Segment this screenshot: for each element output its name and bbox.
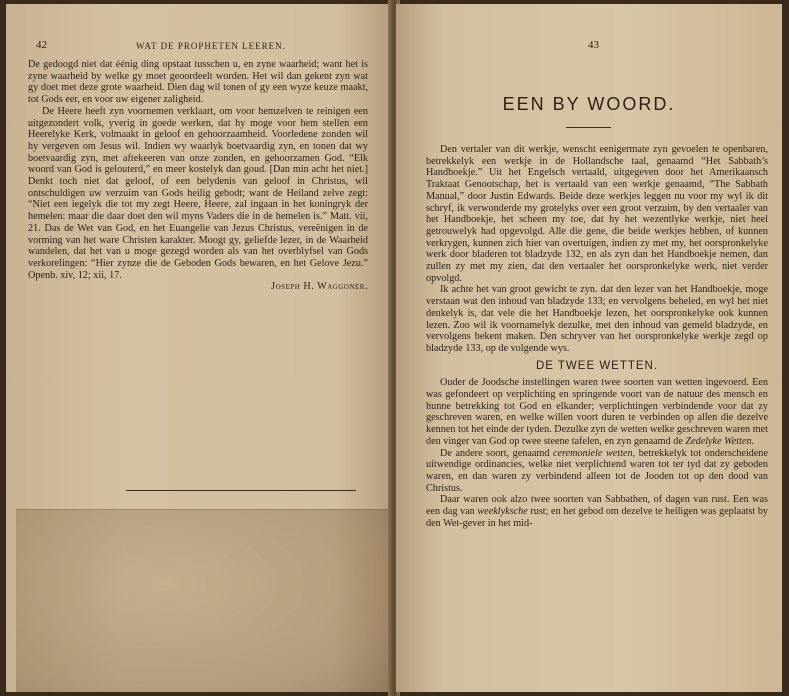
running-head: WAT DE PROPHETEN LEEREN. xyxy=(136,41,286,51)
left-paragraph-1: De gedoogd niet dat éénig ding opstaat tusschen u, en zyne waarheid; want het is zyne waarheid by welke gy moet geoordeelt worden. Het wil dan gekent zyn wat gy doet met deze grote waarheid. Dien dag wil tonen of gy een wyze keuze maakt, tot Gods eer, en voor uw eigener zaligheid. xyxy=(28,59,368,106)
section-paragraph-1-text: Ouder de Joodsche instellingen waren twee soorten van wetten ingevoerd. Een was gefondeert op verplichting en springende voort van de natuur des mensch en hunne betrekking tot God en elkander; verplichtingen verbindende voor dat zy geschreven waren, en welke willen voort duren te verbinden op allen die dezelve kennen tot het einde der tyden. Dezulke zyn de wetten welke geschreven waren met den vinger van God op twee steene tafelen, en zyn genaamd de xyxy=(426,377,768,447)
left-body-text xyxy=(28,59,368,293)
right-paragraph-2: Ik achte het van groot gewicht te zyn. dat den lezer van het Handboekje, moge verstaan wat den inhoud van bladzyde 133; en vervolgens beheled, en wyl het niet denkelyk is, dat vele die het Handboekje lezen, het oorspronkelyke ook kunnen lezen. Zoo wil ik voornamelyk dezulke, met den inhoud van gemeld bladzyde, en vervolgens bekent maken. Den schryver van het oorspronkelyke werkje zegd op bladzyde 133, op de volgende wys. xyxy=(426,284,768,354)
section-title: DE TWEE WETTEN. xyxy=(535,359,659,372)
section-paragraph-2-italic: ceremoniele wetten, xyxy=(553,447,636,459)
section-paragraph-2 xyxy=(426,448,768,495)
right-body-text xyxy=(426,144,768,530)
section-paragraph-1 xyxy=(426,377,768,447)
water-stain xyxy=(16,509,391,692)
section-paragraph-2-pre: De andere soort, genaamd xyxy=(440,447,550,459)
section-paragraph-3-pre: Daar waren ook alzo twee soorten van Sabbathen, of dagen van rust. Een was een dag van xyxy=(426,494,768,518)
end-rule xyxy=(126,490,356,491)
chapter-title: EEN BY WOORD. xyxy=(502,94,676,114)
signature: Joseph H. Waggoner. xyxy=(271,281,368,293)
section-paragraph-3-italic: weeklyksche xyxy=(477,506,528,518)
section-paragraph-3 xyxy=(426,494,768,529)
left-page xyxy=(6,4,394,692)
page-number-left: 42 xyxy=(36,39,47,51)
right-page xyxy=(396,4,782,692)
left-paragraph-2: De Heere heeft zyn voornemen verklaart, om voor hemzelven te reinigen een uitgezondert volk, yverig in goede werken, dat hy moge voor hem stellen een Heerelyke Kerk, volmaakt in geloof en gehoorzaamheid. Voorledene zonden wil hy vergeven om Jesus wil. Indien wy waarlyk boetvaardig zyn, en tonen dat wy boetvaardig zyn, met aftekeeren van onze zonden, en gehoorzamen God. “Elk woord van God is gelouterd,” en meer kostelyk dan goud. [Dan min acht het niet.] Denkt toch niet dat geloof, of een belydenis van geloof in Christus, wil ontschuldigen uw verzuim van Gods heilig gebodt; want de Heiland zelve zegt: “Niet een iegelyk die tot my zegt Heere, Heere, zal ingaan in het koningryk der hemelen: maar die daar doet den wil myns Vaders die in de hemelen is.” Matt. vii, 21. Das de Wet van God, en het Euangelie van Jezus Christus, vereënigen in de vorming van het ware Christen karakter. Moogt gy, geliefde lezer, in de Waarheid wandelen, dat het van u moge gezegd worden als van het overblyfsel van Gods verkorelingen: “Hier zynze die de Geboden Gods bewaren, en het Gelove Jezu.” Openb. xiv, 12; xii, 17. xyxy=(28,105,368,281)
section-paragraph-2-post: betrekkelyk tot onderscheidene uitwendige ordinancies, welke niet verplichtend waren tot ter tyd dat zy geboden waren, en dan waren zy verbindend alleen tot de Jooden tot op den dood van Christus. xyxy=(426,447,769,494)
section-paragraph-3-post: rust; en het gebod om dezelve te heiligen was geplaatst by den Wet-gever in het mid- xyxy=(426,506,769,529)
right-paragraph-1: Den vertaler van dit werkje, wenscht eenigermate zyn gevoelen te openbaren, betrekkelyk een werkje in de Hollandsche taal, genaamd “Het Sabbath’s Handboekje.” Uit het Engelsch vertaald, uitgegeven door het Amerikaansch Traktaat Genootschap, het is vertaald van een werkje genaamd, “The Sabbath Manual,” door Justin Edwards. Beide deze werkjes leggen nu voor my wyl ik dit schryf, ik verwonderde my grotelyks over een groot verzuim, by den vertaaler van het Handboekje, het scheen my toe, dat hy het wezentlyke werkje, niet heel getrouwelyk had opgevolgd. Alle die gene, die beide werkjes hebben, of kunnen verkrygen, kunnen zich hier van overtuigen, indien zy met my, het oorspronkelyke werk door bladeren tot bladzyde 132, en als zyn dan het Handboekje nemen, dan zullen zy met my zien, dat den vertaaler het oorspronkelyke werk, niet verder opvolgd. xyxy=(426,144,768,284)
page-number-right: 43 xyxy=(588,39,599,51)
section-paragraph-1-italic: Zedelyke Wetten. xyxy=(685,435,755,447)
title-rule xyxy=(566,127,611,128)
